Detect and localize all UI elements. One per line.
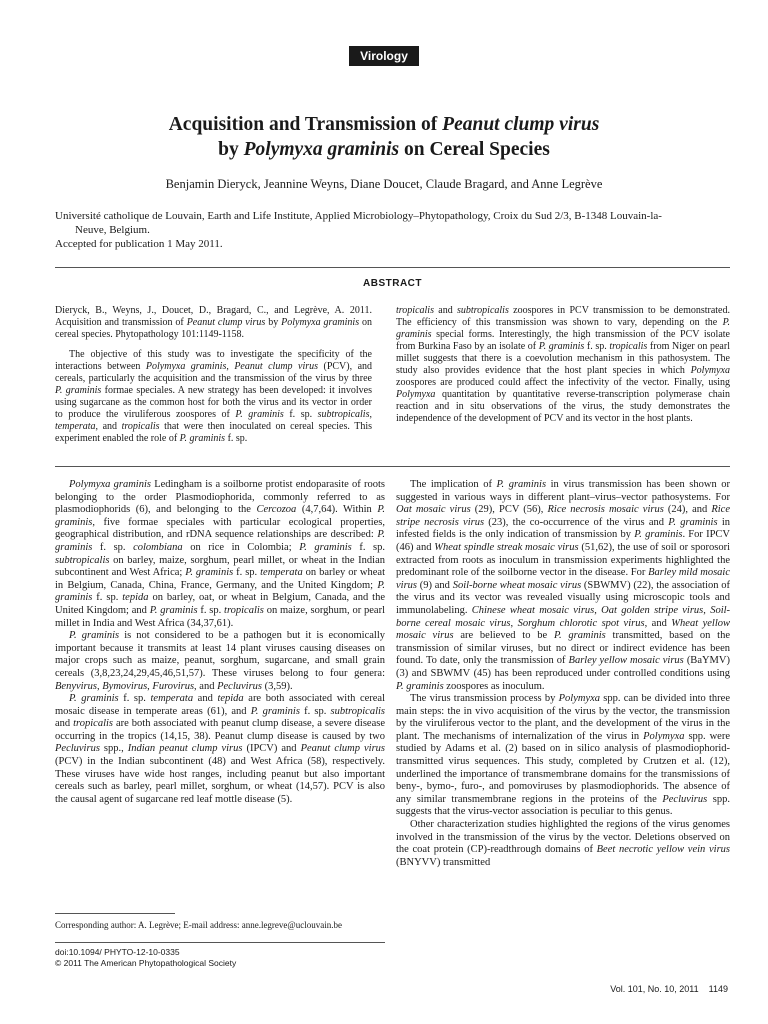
citation-italic: Polymyxa graminis (281, 317, 360, 328)
body-paragraph: The virus transmission process by Polymyxa spp. can be divided into three main steps: the in vivo acquisition of the virus by the vector, the transmission by the viruliferous vector to the plant, and the development of the virus in the plant. The mechanisms of internalization of the virus in Polymyxa spp. were studied by Adams et al. (2) based on in silico analysis of plasmodiophorid-transmitted virus sequences. This study, completed by Crutzen et al. (12), underlined the importance of transmembrane domains for the transmissions of beny-, bymo-, furo-, and pomoviruses by plasmodiophorids. The absence of any similar transmembrane regions in the proteins of the Pecluvirus spp. suggests that the virus-vector association is peculiar to this genus. (396, 693, 730, 818)
section-tag: Virology (349, 46, 419, 66)
title-part: on Cereal Species (399, 139, 550, 160)
citation-text: Dieryck, B., Weyns, J., Doucet, D., Bragard, C., and Legrève, A. 2011. Acquisition and transmission of (55, 305, 372, 328)
copyright: © 2011 The American Phytopathological Society (55, 958, 237, 968)
title-italic: Peanut clump virus (442, 114, 600, 135)
volume-info: Vol. 101, No. 10, 2011 (610, 984, 699, 994)
citation-italic: Peanut clump virus (186, 317, 266, 328)
page-number: 1149 (708, 984, 728, 994)
divider (55, 267, 730, 268)
title-italic: Polymyxa graminis (243, 139, 400, 160)
corresponding-author: Corresponding author: A. Legrève; E-mail address: anne.legreve@uclouvain.be (55, 920, 342, 930)
abstract-citation (55, 305, 372, 341)
title-part: Acquisition and Transmission of (168, 114, 443, 135)
doi-block (55, 947, 385, 969)
body-paragraph: The implication of P. graminis in virus transmission has been shown or suggested in various ways in different plant–virus–vector pathosystems. For Oat mosaic virus (29), PCV (56), Rice necrosis mosaic virus (24), and Rice stripe necrosis virus (23), the co-occurrence of the virus and P. graminis in infested fields is the only indication of transmission by P. graminis. For IPCV (46) and Wheat spindle streak mosaic virus (51,62), the use of soil or sporosori extracted from roots as inoculum in transmission experiments highlighted the predominant role of the soilborne vector in the disease. For Barley mild mosaic virus (9) and Soil-borne wheat mosaic virus (SBWMV) (22), the association of the virus and its vector was revealed visually using microscopic tools and immunolabeling. Chinese wheat mosaic virus, Oat golden stripe virus, Soil-borne cereal mosaic virus, Sorghum chlorotic spot virus, and Wheat yellow mosaic virus are believed to be P. graminis transmitted, based on the transmission of similar viruses, but no direct or indirect evidence has been found. To date, only the transmission of Barley yellow mosaic virus (BaYMV) (3) and SBWMV (45) has been reproduced under controlled conditions using P. graminis zoospores as inoculum. (396, 479, 731, 692)
title-part: by (218, 139, 244, 160)
accepted-date: Accepted for publication 1 May 2011. (55, 238, 223, 250)
body-right-column (396, 479, 730, 869)
abstract-paragraph: The objective of this study was to investigate the specificity of the interactions between Polymyxa graminis, Peanut clump virus (PCV), and cereals, particularly the acquisition and the transmission of the virus by three P. graminis formae speciales. A new strategy has been developed: it involves using sugarcane as the common host for both the virus and its vector in order to produce the viruliferous zoospores of P. graminis f. sp. subtropicalis, temperata, and tropicalis that were then inoculated on cereal species. This experiment enabled the role of P. graminis f. sp. (55, 349, 373, 444)
article-title (40, 112, 728, 162)
abstract-paragraph: tropicalis and subtropicalis zoospores in PCV transmission to be demonstrated. The efficiency of this transmission was shown to vary, depending on the P. graminis special forms. Interestingly, the high transmission of the PCV isolate from Burkina Faso by an isolate of P. graminis f. sp. tropicalis from Niger on pearl millet suggests that there is a coevolution mechanism in this pathosystem. The study also provides evidence that the host plant species in which Polymyxa zoospores are produced could affect the infectivity of the vector. Finally, using Polymyxa quantitation by quantitative reverse-transcription polymerase chain reaction and in situ observations of the virus, the study demonstrates the independence of the development of PCV and its vector in the host plants. (396, 305, 730, 424)
author-list: Benjamin Dieryck, Jeannine Weyns, Diane Doucet, Claude Bragard, and Anne Legrève (165, 177, 603, 191)
body-paragraph: Polymyxa graminis Ledingham is a soilborne protist endoparasite of roots belonging to the order Plasmodiophorida, commonly referred to as plasmodiophorids (6), and belonging to the Cercozoa (4,7,64). Within P. graminis, five formae speciales with particular ecological properties, geographical distribution, and rDNA sequence relationships are described: P. graminis f. sp. colombiana on rice in Colombia; P. graminis f. sp. subtropicalis on barley, maize, sorghum, pearl millet, or wheat in the Indian subcontinent and West Africa; P. graminis f. sp. temperata on barley or wheat in Belgium, Canada, China, France, Germany, and the United Kingdom; P. graminis f. sp. tepida on barley, oat, or wheat in Belgium, Canada, and the United Kingdom; and P. graminis f. sp. tropicalis on maize, sorghum, or pearl millet in India and West Africa (34,37,61). (55, 479, 385, 629)
divider (55, 466, 730, 467)
divider (55, 942, 385, 943)
body-paragraph: Other characterization studies highlighted the regions of the virus genomes involved in the transmission of the virus by the vector. Deletions observed on the coat protein (CP)-readthrough domains of Beet necrotic yellow vein virus (BNYVV) transmitted (396, 819, 730, 868)
page-footer (600, 984, 728, 994)
doi-link[interactable]: doi:10.1094/ PHYTO-12-10-0335 (55, 947, 180, 957)
citation-text: by (265, 317, 282, 328)
body-left-column (55, 479, 385, 806)
affiliation (55, 209, 735, 251)
body-paragraph: P. graminis f. sp. temperata and tepida are both associated with cereal mosaic disease in temperate areas (61), and P. graminis f. sp. subtropicalis and tropicalis are both associated with peanut clump disease, a severe disease occurring in the tropics (14,15, 38). Peanut clump disease is caused by two Pecluvirus spp., Indian peanut clump virus (IPCV) and Peanut clump virus (PCV) in the Indian subcontinent (48) and West Africa (58), respectively. These viruses have wide host ranges, including peanut but also important cereals such as barley, pearl millet, sorghum, or wheat (14,57). PCV is also the causal agent of sugarcane red leaf mottle disease (5). (55, 693, 386, 805)
divider (55, 913, 175, 914)
body-paragraph: P. graminis is not considered to be a pathogen but it is economically important because it transmits at least 14 plant viruses causing diseases on major crops such as maize, peanut, sorghum, sugarcane, and small grain cereals (3,8,23,24,29,45,46,51,57). These viruses belong to four genera: Benyvirus, Bymovirus, Furovirus, and Pecluvirus (3,59). (55, 630, 385, 692)
affiliation-line: Neuve, Belgium. (75, 224, 150, 236)
affiliation-line: Université catholique de Louvain, Earth and Life Institute, Applied Microbiology–Phytopathology, Croix du Sud 2/3, B-1348 Louvain-la- (55, 210, 662, 222)
abstract-left-column (55, 305, 372, 445)
abstract-heading: ABSTRACT (363, 278, 422, 289)
abstract-right-column (396, 305, 730, 425)
citation-text: on cereal species. Phytopathology 101:1149-1158. (55, 317, 373, 340)
